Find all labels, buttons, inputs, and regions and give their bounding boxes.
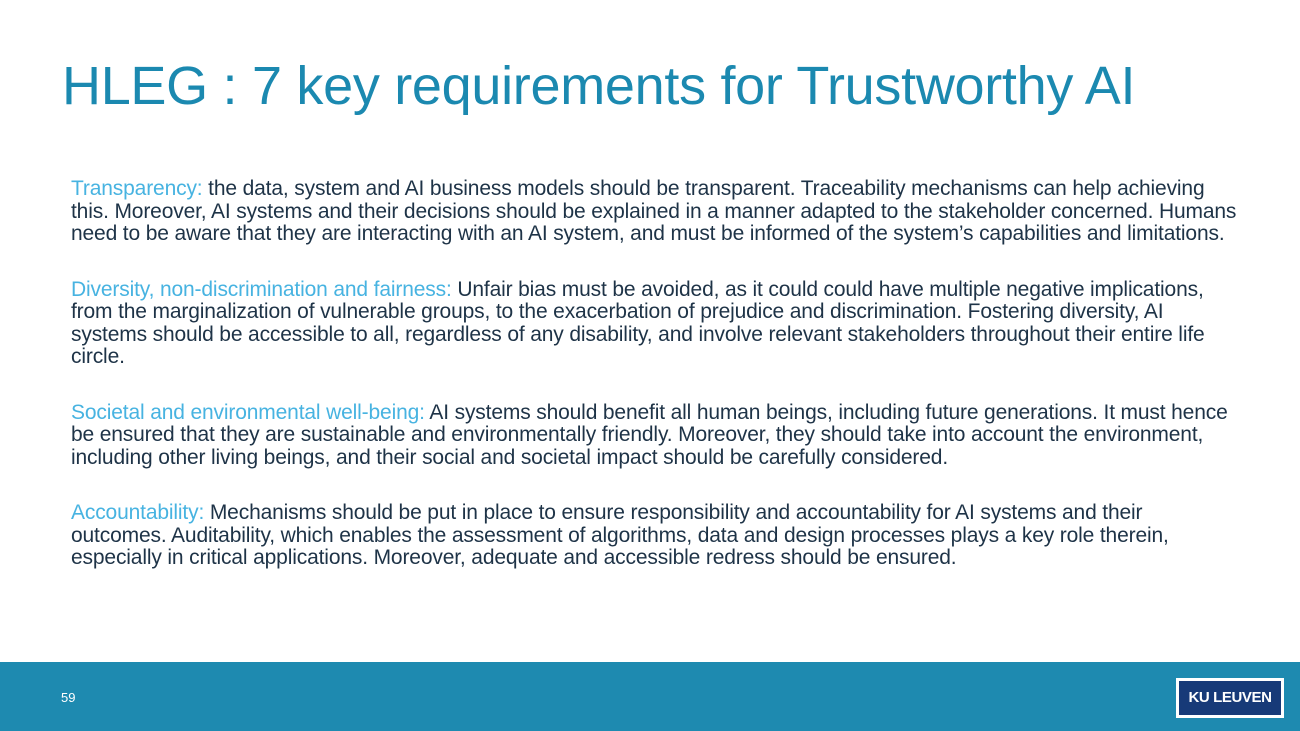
requirement-description: Unfair bias must be avoided, as it could could have multiple negative implications, from the marginalization of vulnerable groups, to the exacerbation of prejudice and discrimination. Fostering diversity, AI systems should be accessible to all, regardless of any disability, and involve relevant stakeholders throughout their entire life circle. <box>71 277 1205 368</box>
requirement-term: Diversity, non-discrimination and fairness: <box>71 277 452 301</box>
requirements-list <box>71 178 1241 603</box>
ku-leuven-logo <box>1176 678 1284 718</box>
requirement-societal-well-being <box>71 402 1241 470</box>
requirement-term: Accountability: <box>71 501 205 524</box>
requirement-transparency <box>71 178 1241 246</box>
page-number: 59 <box>61 690 76 705</box>
logo-text: KU LEUVEN <box>1179 681 1281 715</box>
requirement-description: Mechanisms should be put in place to ensure responsibility and accountability for AI systems and their outcomes. Auditability, which enables the assessment of algorithms, data and design processes plays a key role therein, especially in critical applications. Moreover, adequate and accessible redress should be ensured. <box>71 501 1169 569</box>
requirement-description: AI systems should benefit all human beings, including future generations. It must hence be ensured that they are sustainable and environmentally friendly. Moreover, they should take into account the environment, including other living beings, and their social and societal impact should be carefully considered. <box>71 400 1228 469</box>
requirement-accountability <box>71 502 1241 570</box>
slide-title: HLEG : 7 key requirements for Trustworthy AI <box>62 56 1136 116</box>
requirement-diversity <box>71 279 1241 369</box>
requirement-description: the data, system and AI business models should be transparent. Traceability mechanisms can help achieving this. Moreover, AI systems and their decisions should be explained in a manner adapted to the stakeholder concerned. Humans need to be aware that they are interacting with an AI system, and must be informed of the system’s capabilities and limitations. <box>71 177 1237 245</box>
footer-bar <box>0 662 1300 731</box>
requirement-term: Societal and environmental well-being: <box>71 400 425 424</box>
requirement-term: Transparency: <box>71 177 203 200</box>
